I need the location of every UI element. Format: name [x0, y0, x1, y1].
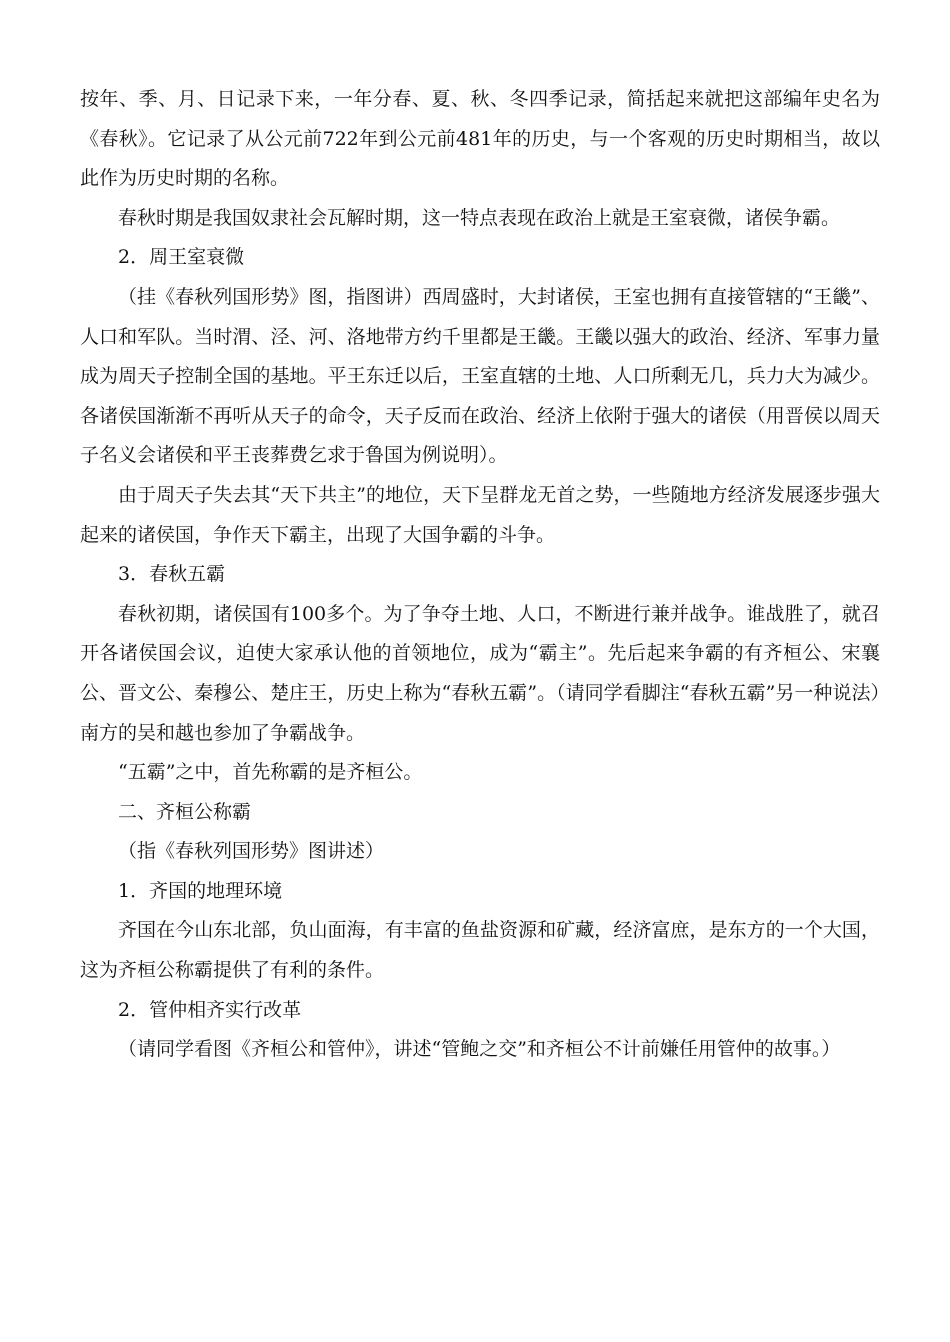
paragraph-7: 春秋初期，诸侯国有100多个。为了争夺土地、人口，不断进行兼并战争。谁战胜了，就召开各诸侯国会议，迫使大家承认他的首领地位，成为“霸主”。先后起来争霸的有齐桓公、宋襄公、晋文公、秦穆公、楚庄王，历史上称为“春秋五霸”。（请同学看脚注“春秋五霸”另一种说法）南方的吴和越也参加了争霸战争。 — [80, 602, 880, 744]
paragraph-8: “五霸”之中，首先称霸的是齐桓公。 — [118, 761, 423, 784]
paragraph-4: （挂《春秋列国形势》图，指图讲）西周盛时，大封诸侯，王室也拥有直接管辖的“王畿”、人口和军队。当时渭、泾、河、洛地带方约千里都是王畿。王畿以强大的政治、经济、军事力量成为周天子控制全国的基地。平王东迁以后，王室直辖的土地、人口所剩无几，兵力大为减少。各诸侯国渐渐不再听从天子的命令，天子反而在政治、经济上依附于强大的诸侯（用晋侯以周天子名义会诸侯和平王丧葬费乞求于鲁国为例说明）。 — [80, 285, 880, 467]
section-heading-1: 1．齐国的地理环境 — [118, 879, 283, 902]
section-heading-2b: 2．管仲相齐实行改革 — [118, 998, 302, 1021]
paragraph-5: 由于周天子失去其“天下共主”的地位，天下呈群龙无首之势，一些随地方经济发展逐步强大起来的诸侯国，争作天下霸主，出现了大国争霸的斗争。 — [80, 483, 880, 546]
chapter-heading: 二、齐桓公称霸 — [118, 800, 252, 823]
paragraph-14: （请同学看图《齐桓公和管仲》，讲述“管鲍之交”和齐桓公不计前嫌任用管仲的故事。） — [118, 1038, 841, 1061]
paragraph-10: （指《春秋列国形势》图讲述） — [118, 840, 385, 863]
paragraph-1: 按年、季、月、日记录下来，一年分春、夏、秋、冬四季记录，简括起来就把这部编年史名为《春秋》。它记录了从公元前722年到公元前481年的历史，与一个客观的历史时期相当，故以此作为历史时期的名称。 — [80, 88, 880, 190]
document-page — [80, 80, 880, 1070]
section-heading-3: 3．春秋五霸 — [118, 563, 226, 586]
paragraph-12: 齐国在今山东北部，负山面海，有丰富的鱼盐资源和矿藏，经济富庶，是东方的一个大国，这为齐桓公称霸提供了有利的条件。 — [80, 919, 880, 982]
paragraph-2: 春秋时期是我国奴隶社会瓦解时期，这一特点表现在政治上就是王室衰微，诸侯争霸。 — [118, 206, 841, 229]
section-heading-2: 2．周王室衰微 — [118, 246, 245, 269]
